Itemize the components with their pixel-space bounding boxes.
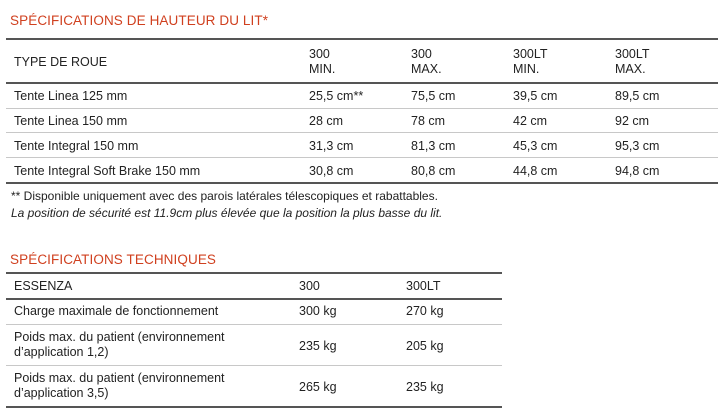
divider	[6, 82, 718, 84]
value-cell: 81,3 cm	[411, 139, 456, 153]
value-cell: 45,3 cm	[513, 139, 558, 153]
wheel-type-cell: Tente Linea 150 mm	[14, 114, 128, 128]
value-cell: 235 kg	[299, 339, 337, 353]
value-cell: 30,8 cm	[309, 164, 354, 178]
divider	[6, 324, 502, 325]
value-cell: 42 cm	[513, 114, 548, 128]
divider	[6, 298, 502, 300]
header-300lt-max: 300LT MAX.	[615, 47, 650, 76]
value-cell: 44,8 cm	[513, 164, 558, 178]
spec-label-cell: Charge maximale de fonctionnement	[14, 304, 219, 318]
divider	[6, 132, 718, 133]
value-cell: 78 cm	[411, 114, 446, 128]
value-cell: 89,5 cm	[615, 89, 660, 103]
divider	[6, 406, 502, 408]
header-300: 300	[299, 279, 320, 293]
divider	[6, 38, 718, 40]
divider	[6, 182, 718, 184]
header-300lt-min: 300LT MIN.	[513, 47, 548, 76]
footnote-availability: ** Disponible uniquement avec des parois latérales télescopiques et rabattables.	[11, 189, 438, 203]
divider	[6, 157, 718, 158]
value-cell: 92 cm	[615, 114, 650, 128]
value-cell: 300 kg	[299, 304, 337, 318]
divider	[6, 108, 718, 109]
value-cell: 95,3 cm	[615, 139, 660, 153]
header-wheel-type: TYPE DE ROUE	[14, 55, 108, 69]
header-essenza: ESSENZA	[14, 279, 73, 293]
spec-label-cell: Poids max. du patient (environnement d’application 1,2)	[14, 330, 225, 359]
value-cell: 235 kg	[406, 380, 444, 394]
value-cell: 94,8 cm	[615, 164, 660, 178]
header-300-min: 300 MIN.	[309, 47, 336, 76]
value-cell: 39,5 cm	[513, 89, 558, 103]
value-cell: 270 kg	[406, 304, 444, 318]
header-300-max: 300 MAX.	[411, 47, 442, 76]
wheel-type-cell: Tente Integral 150 mm	[14, 139, 139, 153]
wheel-type-cell: Tente Integral Soft Brake 150 mm	[14, 164, 201, 178]
divider	[6, 272, 502, 274]
tech-specs-title: SPÉCIFICATIONS TECHNIQUES	[10, 252, 217, 267]
value-cell: 205 kg	[406, 339, 444, 353]
value-cell: 75,5 cm	[411, 89, 456, 103]
divider	[6, 365, 502, 366]
value-cell: 31,3 cm	[309, 139, 354, 153]
value-cell: 25,5 cm**	[309, 89, 364, 103]
height-specs-title: SPÉCIFICATIONS DE HAUTEUR DU LIT*	[10, 13, 269, 28]
spec-label-cell: Poids max. du patient (environnement d’application 3,5)	[14, 371, 225, 400]
value-cell: 28 cm	[309, 114, 344, 128]
value-cell: 80,8 cm	[411, 164, 456, 178]
value-cell: 265 kg	[299, 380, 337, 394]
wheel-type-cell: Tente Linea 125 mm	[14, 89, 128, 103]
header-300lt: 300LT	[406, 279, 441, 293]
footnote-safety-position: La position de sécurité est 11.9cm plus élevée que la position la plus basse du lit.	[11, 206, 443, 220]
